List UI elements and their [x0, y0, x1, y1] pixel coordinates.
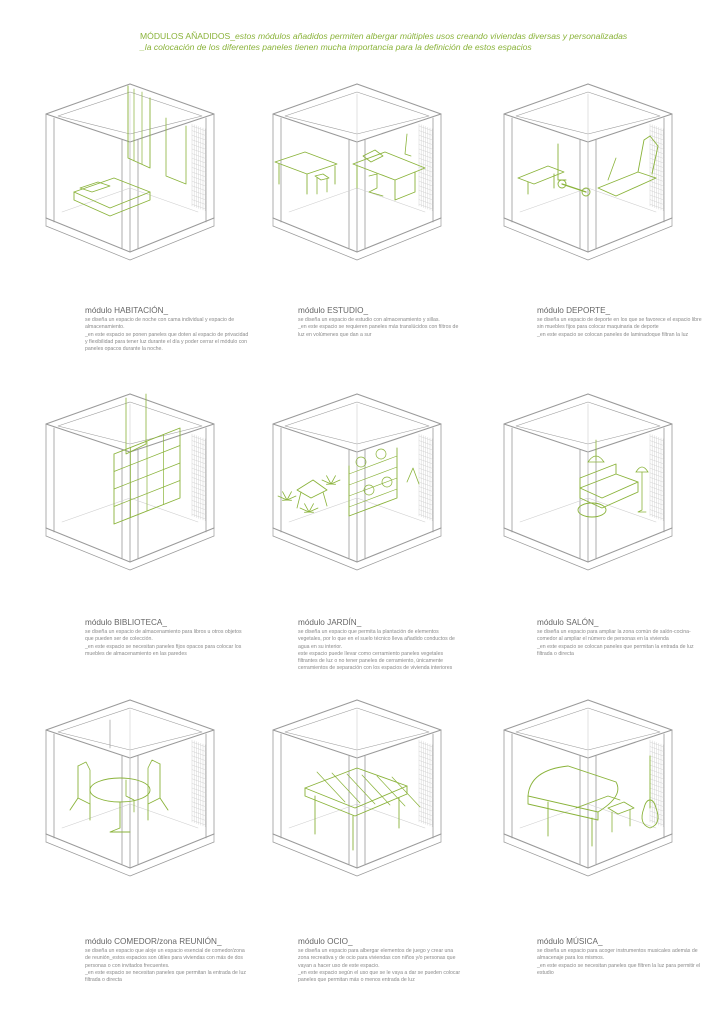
- module-axonometric-drawing: [257, 84, 457, 264]
- foosball-table-icon: [305, 768, 420, 850]
- module-title: módulo HABITACIÓN_: [85, 306, 169, 315]
- module-description-paragraph: _en este espacio se colocan paneles que permitan la entrada de luz filtrada o directa: [537, 643, 694, 657]
- laptop: [363, 150, 383, 162]
- rod: [392, 777, 420, 807]
- treadmill-arm: [638, 136, 658, 174]
- module-caption: [537, 306, 702, 339]
- line-stroke: [148, 760, 160, 804]
- module-description-paragraph: se diseña un espacio que aloje un espacio esencial de comedor/zona de reunión_estos espacios son útiles para viviendas con más de dos personas o con invitados frecuentes.: [85, 948, 245, 969]
- module-description-paragraph: se diseña un espacio para ampliar la zona común de salón-cocina-comedor al ampliar el número de personas en la vivienda: [537, 629, 691, 643]
- rack: [558, 144, 566, 180]
- foliage: [376, 449, 386, 459]
- module-caption: [85, 306, 250, 353]
- module-title: módulo COMEDOR/zona REUNIÓN_: [85, 937, 222, 946]
- module-axonometric-drawing: [30, 700, 230, 880]
- module-description-paragraph: se diseña un espacio que permita la plantación de elementos vegetales, por lo que en el suelo técnico lleva añadido conductos de agua en su interior.: [298, 629, 455, 650]
- line-stroke: [297, 492, 301, 508]
- module-description: [537, 317, 702, 339]
- module-description: [85, 317, 250, 353]
- timber-frame: [46, 394, 214, 570]
- module-description-paragraph: se diseña un espacio de noche con cama individual y espacio de almacenamiento.: [85, 317, 235, 331]
- dining-table-icon: [70, 720, 168, 832]
- bench: [518, 166, 564, 184]
- module-description-paragraph: _en este espacio se necesitan paneles que permitan la entrada de luz filtrada o directa: [85, 969, 246, 984]
- pillow: [80, 182, 110, 192]
- lamp-shade: [636, 467, 648, 472]
- module-caption: [537, 937, 702, 977]
- module-description-paragraph: se diseña un espacio para albergar elementos de juego y crear una zona recreativa y de ocio para viviendas con niños y/o personas que vayan a hacer uso de este espacio.: [298, 948, 456, 969]
- line-stroke: [160, 798, 168, 810]
- module-axonometric-drawing: [257, 700, 457, 880]
- module-axonometric-drawing: [488, 394, 688, 574]
- timber-frame: [273, 700, 441, 876]
- timber-frame: [504, 84, 672, 260]
- bookshelf-icon: [114, 394, 180, 524]
- table-leg: [110, 802, 130, 832]
- module-caption: [85, 618, 250, 658]
- module-title: módulo OCIO_: [298, 937, 353, 946]
- mesh-panel: [192, 124, 206, 211]
- module-title: módulo ESTUDIO_: [298, 306, 369, 315]
- wardrobe: [128, 86, 150, 168]
- timber-frame: [46, 700, 214, 876]
- butterfly-chair: [297, 480, 327, 498]
- chair: [78, 766, 90, 820]
- module-description-paragraph: este espacio puede llevar como cerramiento paneles vegetales filtrantes de luz o no tener paneles de cerramiento, únicamente cerramientos de separación con los espacios de vivienda interiores: [298, 650, 453, 672]
- mesh-panel: [192, 740, 206, 827]
- module-description: [85, 629, 250, 658]
- mesh-panel: [650, 124, 664, 211]
- module-caption: [298, 937, 463, 984]
- module-title: módulo JARDÍN_: [298, 618, 362, 627]
- rod: [362, 775, 390, 805]
- module-title: módulo BIBLIOTECA_: [85, 618, 167, 627]
- timber-frame: [46, 84, 214, 260]
- treadmill: [598, 172, 656, 196]
- floor-lamp: [638, 472, 646, 512]
- module-axonometric-drawing: [30, 394, 230, 574]
- line-stroke: [349, 456, 397, 474]
- header-lead: MÓDULOS AÑADIDOS_: [140, 31, 236, 41]
- module-description: [85, 948, 250, 984]
- module-description: [537, 629, 702, 658]
- module-axonometric-drawing: [488, 84, 688, 264]
- module-axonometric-drawing: [257, 394, 457, 574]
- module-caption: [85, 937, 250, 984]
- module-title: módulo DEPORTE_: [537, 306, 611, 315]
- mesh-panel: [192, 434, 206, 521]
- piano-icon: [528, 756, 658, 846]
- module-axonometric-drawing: [30, 84, 230, 264]
- header-line-2: _la colocación de los diferentes paneles tienen mucha importancia para la definición de estos espacios: [140, 42, 532, 52]
- module-description: [298, 629, 463, 673]
- line-stroke: [349, 467, 397, 485]
- sofa-seat: [580, 474, 638, 498]
- mesh-panel: [419, 434, 433, 521]
- module-description: [537, 948, 702, 977]
- header-line-1-text: estos módulos añadidos permiten albergar múltiples usos creando viviendas diversas y personalizadas: [235, 31, 628, 41]
- module-description-paragraph: se diseña un espacio para acoger instrumentos musicales además de almacenaje para los mismos.: [537, 948, 698, 962]
- line-stroke: [323, 492, 327, 506]
- foliage: [356, 457, 366, 467]
- plant: [407, 468, 419, 484]
- desk-icon: [275, 134, 425, 200]
- module-description-paragraph: se diseña un espacio de deporte en los que se favorece el espacio libre sin muebles fijos para colocar maquinaria de deporte: [537, 317, 702, 331]
- module-title: módulo MÚSICA_: [537, 937, 603, 946]
- page-header: [140, 31, 700, 53]
- mesh-panel: [650, 434, 664, 521]
- module-description-paragraph: _en este espacio se necesitan paneles fijos opacos para colocar los muebles de almacenamiento en las paredes: [85, 643, 242, 657]
- module-description-paragraph: _en este espacio se colocan paneles de laminadoque filtran la luz: [537, 331, 689, 338]
- header-line-1: [140, 31, 700, 42]
- line-stroke: [78, 762, 90, 804]
- module-axonometric-drawing: [488, 700, 688, 880]
- mesh-panel: [419, 124, 433, 211]
- mesh-panel: [419, 740, 433, 827]
- rod: [347, 774, 375, 804]
- rod: [332, 773, 360, 803]
- module-description-paragraph: se diseña un espacio de estudio con almacenamiento y sillas.: [298, 317, 440, 323]
- module-description-paragraph: _en este espacio se ponen paneles que doten al espacio de privacidad y flexibilidad para tener luz durante el día y poder cerrar el módulo con paneles opacos durante la noche.: [85, 331, 249, 353]
- rug: [578, 503, 606, 517]
- piano-body: [528, 766, 618, 812]
- module-description: [298, 317, 463, 339]
- module-caption: [298, 306, 463, 339]
- module-description-paragraph: _en este espacio se requieren paneles más translúcidos con filtros de luz en volúmenes que dan a sur: [298, 324, 459, 338]
- chair: [369, 174, 383, 196]
- module-description-paragraph: se diseña un espacio de almacenamiento para libros u otros objetos que pueden ser de colección.: [85, 629, 242, 643]
- mesh-panel: [650, 740, 664, 827]
- line-stroke: [608, 158, 616, 180]
- plant-icon: [278, 448, 419, 516]
- module-description-paragraph: _en este espacio según el uso que se le vaya a dar se pueden colocar paneles que permitan más o menos entrada de luz: [298, 969, 461, 984]
- module-description: [298, 948, 463, 984]
- desk-top: [275, 152, 337, 174]
- module-title: módulo SALÓN_: [537, 618, 599, 627]
- table-side: [305, 786, 407, 816]
- rod: [317, 772, 345, 802]
- round-table: [90, 778, 150, 802]
- line-stroke: [70, 798, 78, 810]
- lamp: [405, 134, 411, 156]
- module-caption: [298, 618, 463, 673]
- module-description-paragraph: _en este espacio se necesitan paneles que filtren la luz para permitir el estudio: [537, 962, 701, 976]
- timber-frame: [504, 394, 672, 570]
- piano-side: [528, 796, 598, 820]
- module-caption: [537, 618, 702, 658]
- panel: [166, 118, 186, 184]
